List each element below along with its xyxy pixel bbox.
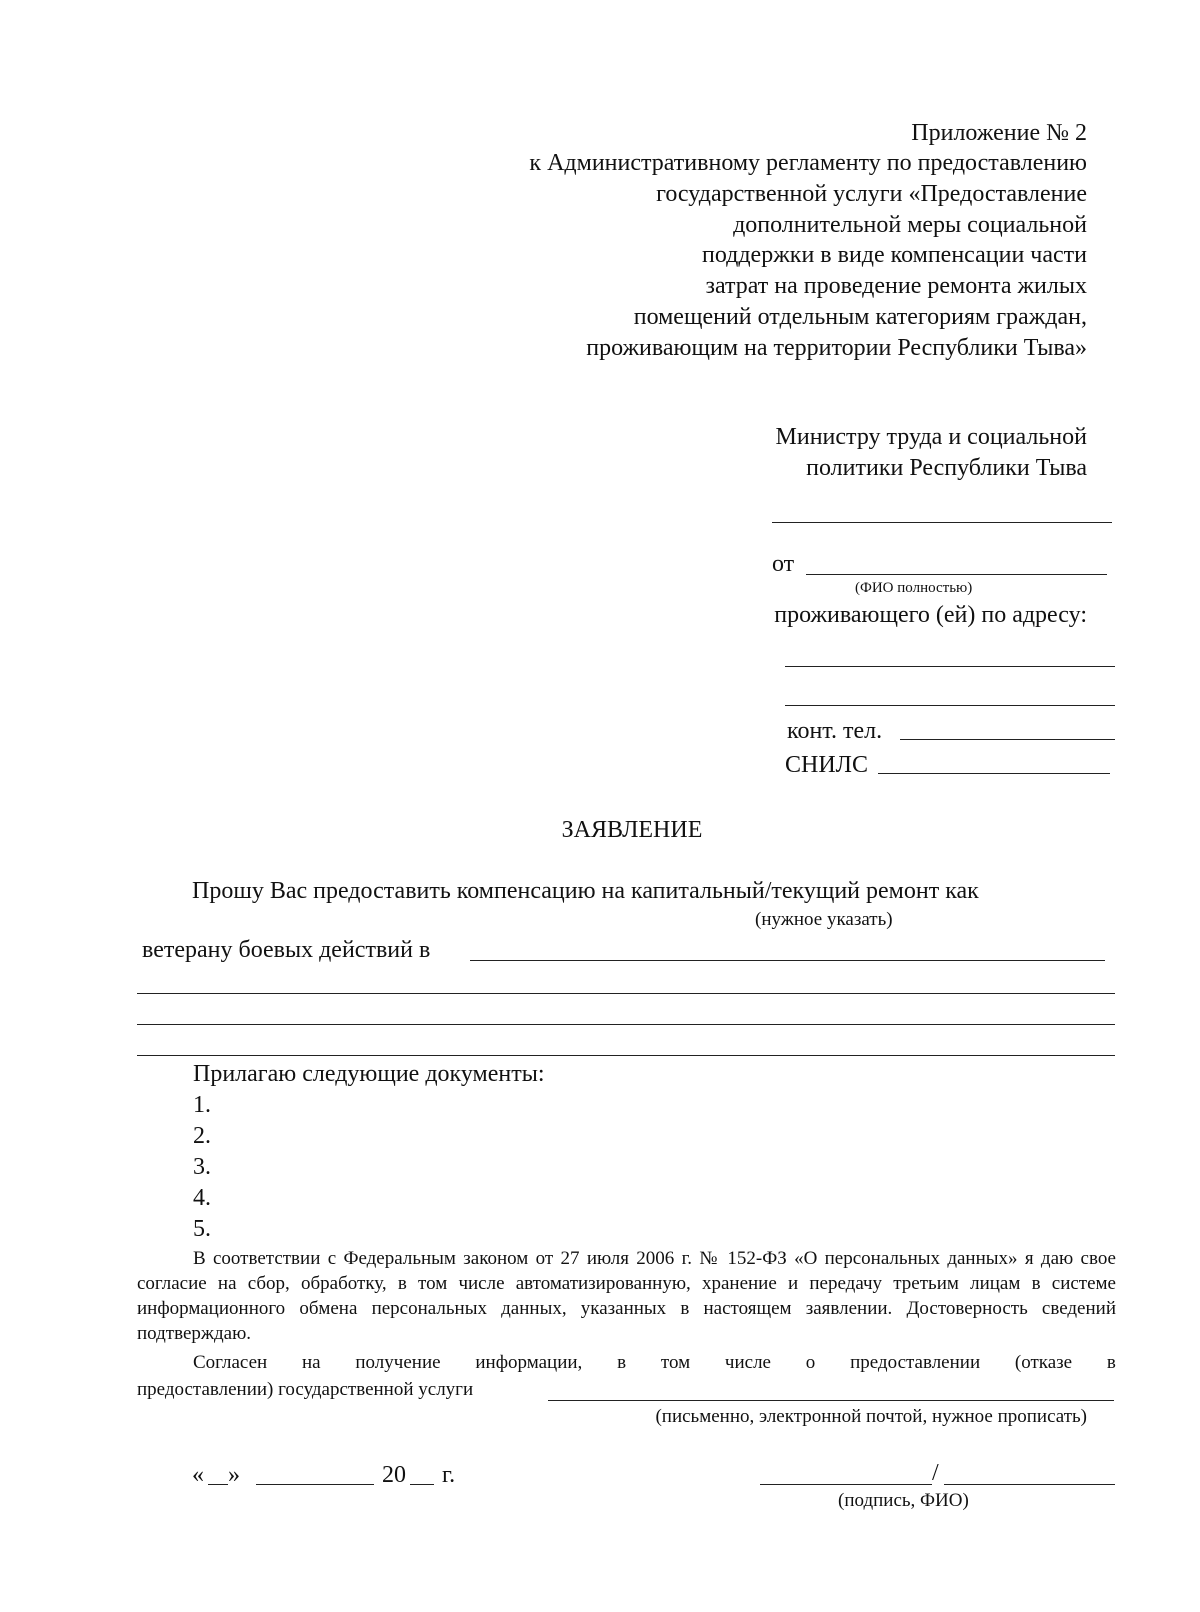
phone-label: конт. тел.: [787, 718, 883, 744]
date-open-quote: «: [192, 1462, 204, 1488]
date-close-quote: »: [228, 1462, 240, 1488]
agree-word: предоставлении: [850, 1352, 981, 1373]
snils-label: СНИЛС: [785, 752, 868, 778]
agree-word: в: [1106, 1352, 1116, 1373]
agree-word: Согласен: [193, 1352, 268, 1373]
request-blank-line[interactable]: [137, 1055, 1115, 1056]
agree-line-1: [193, 1352, 1116, 1374]
document-title: ЗАЯВЛЕНИЕ: [561, 817, 703, 843]
document-item: 5.: [193, 1216, 211, 1242]
agree-word: (отказе: [1014, 1352, 1073, 1373]
request-line-2: ветерану боевых действий в: [142, 937, 431, 963]
appendix-line: затрат на проведение ремонта жилых: [705, 273, 1087, 299]
document-item: 1.: [193, 1092, 211, 1118]
fio-line[interactable]: [806, 574, 1107, 575]
snils-line[interactable]: [878, 773, 1110, 774]
request-blank-line[interactable]: [470, 960, 1105, 961]
from-label: от: [772, 551, 795, 577]
agree-word: том: [660, 1352, 691, 1373]
fio-signature-line[interactable]: [944, 1484, 1115, 1485]
address-line-2[interactable]: [785, 705, 1115, 706]
address-label: проживающего (ей) по адресу:: [774, 602, 1087, 628]
appendix-line: дополнительной меры социальной: [733, 212, 1087, 238]
agree-word: о: [805, 1352, 816, 1373]
request-line-1: Прошу Вас предоставить компенсацию на капитальный/текущий ремонт как: [192, 878, 979, 904]
agree-word: получение: [355, 1352, 441, 1373]
date-month-line[interactable]: [256, 1484, 374, 1485]
agree-word: в: [617, 1352, 627, 1373]
appendix-line: к Административному регламенту по предоставлению: [529, 150, 1087, 176]
document-item: 4.: [193, 1185, 211, 1211]
appendix-line: проживающим на территории Республики Тыва»: [586, 335, 1087, 361]
consent-paragraph: В соответствии с Федеральным законом от 27 июля 2006 г. № 152-ФЗ «О персональных данных» я даю свое согласие на сбор, обработку, в том числе автоматизированную, хранение и передачу третьим лицам в системе информационного обмена персональных данных, указанных в настоящем заявлении. Достоверность сведений подтверждаю.: [137, 1248, 1116, 1344]
date-day-line[interactable]: [208, 1484, 228, 1485]
agree-method-line[interactable]: [548, 1400, 1114, 1401]
document-item: 2.: [193, 1123, 211, 1149]
request-blank-line[interactable]: [137, 993, 1115, 994]
signature-line[interactable]: [760, 1484, 932, 1485]
appendix-line: поддержки в виде компенсации части: [701, 242, 1087, 268]
agree-line-2: предоставлении) государственной услуги: [137, 1379, 474, 1400]
date-year-suffix: г.: [442, 1462, 456, 1488]
document-item: 3.: [193, 1154, 211, 1180]
appendix-line: государственной услуги «Предоставление: [656, 181, 1087, 207]
agree-word: числе: [724, 1352, 771, 1373]
phone-line[interactable]: [900, 739, 1115, 740]
signature-hint: (подпись, ФИО): [838, 1490, 969, 1511]
appendix-line: помещений отдельным категориям граждан,: [633, 304, 1087, 330]
documents-heading: Прилагаю следующие документы:: [193, 1061, 545, 1087]
addressee-line-1: Министру труда и социальной: [775, 424, 1087, 450]
minister-name-line[interactable]: [772, 522, 1112, 523]
address-line-1[interactable]: [785, 666, 1115, 667]
date-year-line[interactable]: [410, 1484, 434, 1485]
request-blank-line[interactable]: [137, 1024, 1115, 1025]
signature-separator: /: [932, 1460, 939, 1486]
appendix-number: Приложение № 2: [911, 120, 1087, 146]
fio-hint: (ФИО полностью): [855, 580, 973, 596]
addressee-line-2: политики Республики Тыва: [806, 455, 1087, 481]
agree-word: на: [301, 1352, 321, 1373]
agree-hint: (письменно, электронной почтой, нужное прописать): [655, 1406, 1087, 1427]
request-hint: (нужное указать): [755, 909, 893, 930]
agree-word: информации,: [475, 1352, 583, 1373]
date-year-prefix: 20: [382, 1462, 406, 1488]
